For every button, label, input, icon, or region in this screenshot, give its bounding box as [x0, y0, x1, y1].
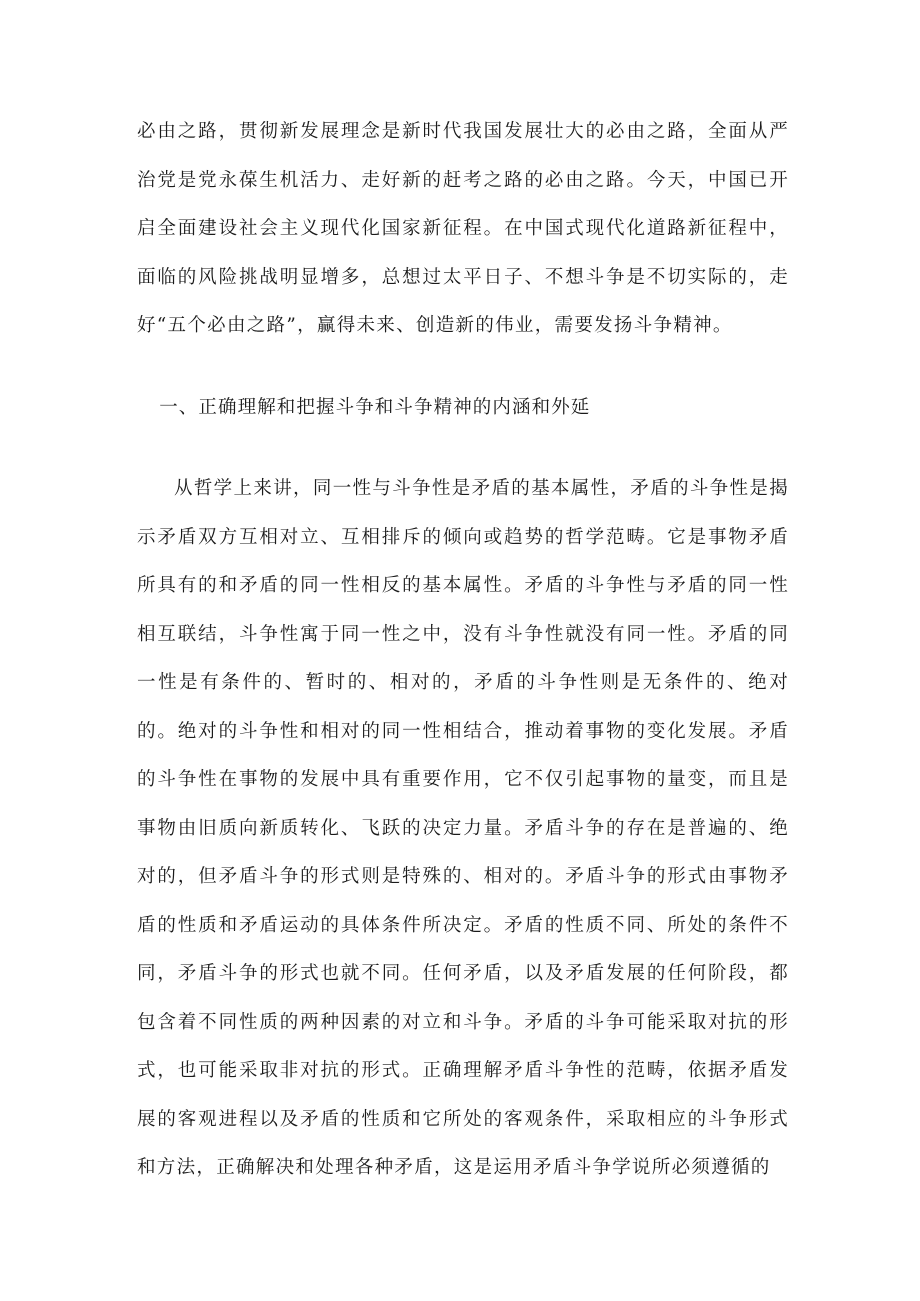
paragraph-continuation: 必由之路，贯彻新发展理念是新时代我国发展壮大的必由之路，全面从严治党是党永葆生机活力、走好新的赶考之路的必由之路。今天，中国已开启全面建设社会主义现代化国家新征程。在中国式现代化道路新征程中，面临的风险挑战明显增多，总想过太平日子、不想斗争是不切实际的，走好“五个必由之路”，赢得未来、创造新的伟业，需要发扬斗争精神。 [137, 121, 789, 336]
section-heading: 一、正确理解和把握斗争和斗争精神的内涵和外延 [159, 396, 591, 418]
document-body [137, 108, 789, 1193]
paragraph-philosophy: 从哲学上来讲，同一性与斗争性是矛盾的基本属性，矛盾的斗争性是揭示矛盾双方互相对立、互相排斥的倾向或趋势的哲学范畴。它是事物矛盾所具有的和矛盾的同一性相反的基本属性。矛盾的斗争性与矛盾的同一性相互联结，斗争性寓于同一性之中，没有斗争性就没有同一性。矛盾的同一性是有条件的、暂时的、相对的，矛盾的斗争性则是无条件的、绝对的。绝对的斗争性和相对的同一性相结合，推动着事物的变化发展。矛盾的斗争性在事物的发展中具有重要作用，它不仅引起事物的量变，而且是事物由旧质向新质转化、飞跃的决定力量。矛盾斗争的存在是普遍的、绝对的，但矛盾斗争的形式则是特殊的、相对的。矛盾斗争的形式由事物矛盾的性质和矛盾运动的具体条件所决定。矛盾的性质不同、所处的条件不同，矛盾斗争的形式也就不同。任何矛盾，以及矛盾发展的任何阶段，都包含着不同性质的两种因素的对立和斗争。矛盾的斗争可能采取对抗的形式，也可能采取非对抗的形式。正确理解矛盾斗争性的范畴，依据矛盾发展的客观进程以及矛盾的性质和它所处的客观条件，采取相应的斗争形式和方法，正确解决和处理各种矛盾，这是运用矛盾斗争学说所必须遵循的 [137, 478, 789, 1178]
